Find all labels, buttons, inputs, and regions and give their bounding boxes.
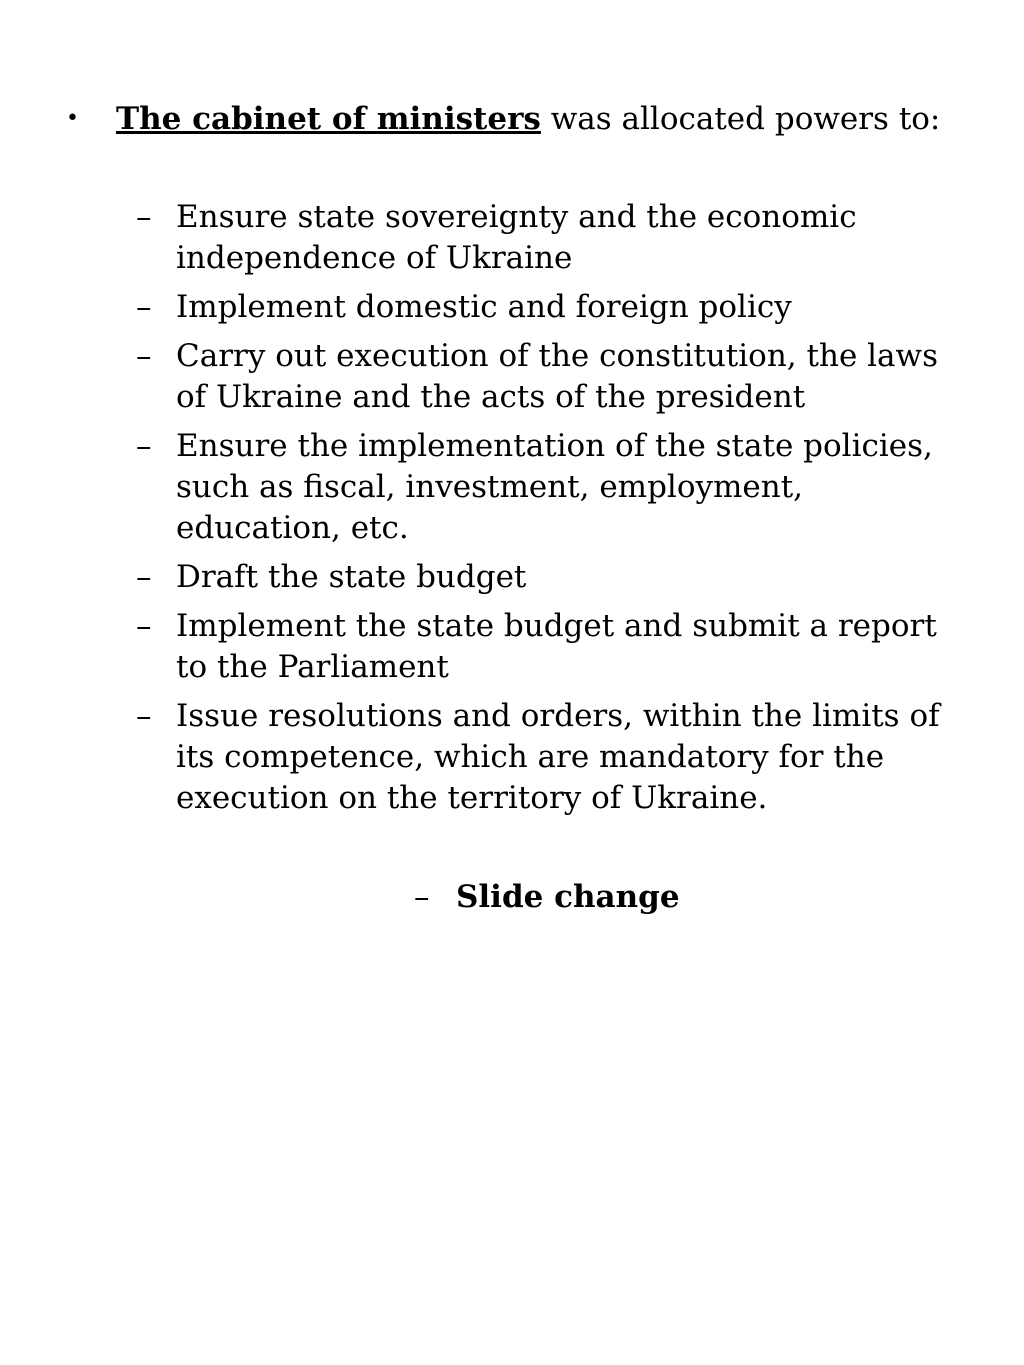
main-bullet-rest: was allocated powers to: (540, 101, 941, 137)
list-item-text: Implement the state budget and submit a report to the Parliament (176, 608, 937, 685)
dash-icon: – (136, 559, 152, 595)
bullet-dot-icon: • (66, 106, 79, 131)
list-item (136, 606, 972, 688)
list-item-text: Carry out execution of the constitution, the laws of Ukraine and the acts of the president (176, 338, 938, 415)
dash-icon: – (136, 289, 152, 325)
list-item-text: Issue resolutions and orders, within the limits of its competence, which are mandatory for the execution on the territory of Ukraine. (176, 698, 940, 816)
main-bullet-text (116, 98, 940, 140)
list-item-text: Ensure the implementation of the state policies, such as fiscal, investment, employment, education, etc. (176, 428, 933, 546)
list-item-text: Implement domestic and foreign policy (176, 289, 792, 325)
slide-change-label: Slide change (456, 879, 680, 915)
list-item (136, 426, 972, 549)
list-item (136, 336, 972, 418)
dash-icon: – (136, 428, 152, 464)
list-item (136, 557, 972, 598)
powers-list (136, 197, 972, 827)
list-item-text: Draft the state budget (176, 559, 527, 595)
list-item (136, 197, 972, 279)
slide-change-note (414, 876, 680, 918)
dash-icon: – (136, 608, 152, 644)
list-item-text: Ensure state sovereignty and the economic independence of Ukraine (176, 199, 857, 276)
list-item (136, 696, 972, 819)
dash-icon: – (136, 199, 152, 235)
dash-icon: – (136, 698, 152, 734)
cabinet-of-ministers-heading: The cabinet of ministers (116, 101, 541, 137)
dash-icon: – (136, 338, 152, 374)
dash-icon: – (414, 879, 430, 915)
list-item (136, 287, 972, 328)
